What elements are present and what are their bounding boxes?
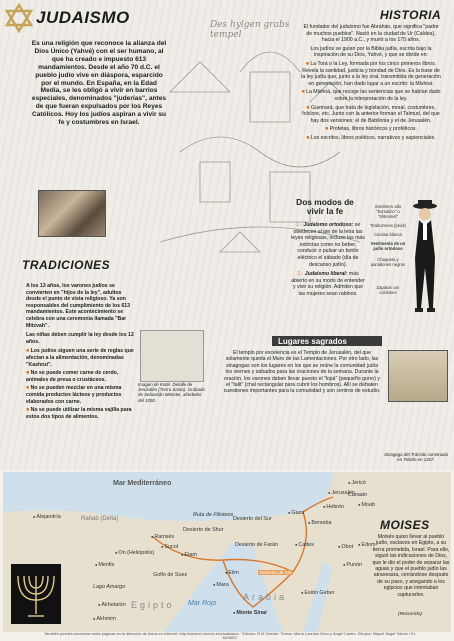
- figure-label: Vestimenta de un judío ortodoxo: [370, 241, 406, 251]
- map-city: ● Menfis: [95, 562, 114, 568]
- figure-label: Zapatos con cordones: [376, 285, 400, 295]
- historia-bullet: ■ Guemará, que trata de legislación, moral, costumbres, folclore, etc. Junto con la anterior forman el Talmud, del que hay dos versiones: el de Babilonia y el de Jerusalén.: [300, 105, 442, 125]
- modo-liberal: [290, 271, 366, 297]
- modo-ortodoxo: [290, 222, 366, 268]
- map-city: Canaán: [348, 492, 367, 498]
- map-city: ● Obot: [338, 544, 353, 550]
- map-city: ● On (Heliópolis): [115, 550, 154, 556]
- tradiciones-bullet: ■ No se pueden mezclar en una misma comida productos lácteos y productos elaborados con carne.: [26, 385, 134, 405]
- menorah-icon: [11, 564, 61, 624]
- map-city: ● Mara: [213, 582, 229, 588]
- modo-text: más abierto en su modo de entender y vivir su religión. Admiten que las mujeres sean rabinos.: [291, 271, 365, 297]
- historia-paragraph: El fundador del judaísmo fue Abrahán, que significa "padre de muchos pueblos". Nació en la ciudad de Ur (Caldea), hacia el 1900 a.C., y murió a los 175 años.: [303, 24, 439, 44]
- map-region: Desierto de Farán: [235, 542, 279, 548]
- map-city: ● Ramsés: [151, 534, 174, 540]
- map-city: ● Akhetatón: [98, 602, 126, 608]
- map-city: ● Esión Geber: [301, 590, 334, 596]
- historia-title: HISTORIA: [380, 8, 442, 22]
- etching-caption: Des hylgen grabs tempel: [210, 20, 290, 40]
- tradiciones-paragraph: Las niñas deben cumplir la ley desde los 12 años.: [26, 332, 134, 345]
- star-of-david-icon: [4, 3, 34, 33]
- map-region: Arabia: [243, 592, 288, 602]
- figure-label: Camisa blanca: [374, 232, 402, 237]
- figure-label: Sombrero alto "borsalino" o "shtreimel": [374, 204, 402, 219]
- tradiciones-bullet: ■ Los judíos siguen una serie de reglas que afectan a la alimentación, denominadas "Kashrut".: [26, 348, 134, 368]
- tradiciones-bullet: ■ No se puede comer carne de cerdo, animales de presa o crustáceos.: [26, 370, 134, 383]
- synagogue-photo: [38, 190, 106, 237]
- tradiciones-bullet: ■ No se puede utilizar la misma vajilla para estos dos tipos de alimentos.: [26, 407, 134, 420]
- map-region: Rahab (Delta): [81, 516, 119, 522]
- map-city: ● Elim: [225, 570, 239, 576]
- tradiciones-body: [26, 283, 134, 420]
- historia-bullet: ■ La Mishná, que recoge las sentencias que se habían dado sobre la interpretación de la ley.: [300, 89, 442, 102]
- map-city: ● Akhmim: [93, 616, 116, 622]
- map-city: ● Hebrón: [323, 504, 344, 510]
- modo-text: se obedecen al pie de la letra las leyes religiosas, incluso las más estrictas como no beber, conducir o pulsar un botón eléctrico el sábado (día de descanso judío).: [291, 222, 365, 268]
- historia-body: [300, 24, 442, 142]
- footer-credits: También puedes encontrar estas páginas en la dirección de Actus en Internet: http://www.el-mundo.es/ciudadano · Edición: R.M.Vicente. Textos: María Lourdes Seco y Ángel Castro. Dibujos: Miguel Ángel Toledo / EL MUNDO: [44, 631, 416, 641]
- kotel-sketch: [140, 330, 204, 382]
- synagogue-toledo-image: [388, 350, 448, 402]
- map-city: ● Edom: [358, 542, 376, 548]
- orthodox-jew-figure: [405, 198, 445, 328]
- historia-bullet: ■ La Torá o la Ley, formada por los cinco primeros libros. Revela la santidad, justicia y bondad de Dios. Es la base de la ley judía que, junto a la ley oral, transmitida de generación en generación, han dado lugar a un escrito: la Mishná.: [300, 61, 442, 87]
- modo-name: Judaísmo ortodoxo:: [303, 222, 354, 228]
- lugares-text: El templo por excelencia es el Templo de Jerusalén, del que solamente queda el Muro de las Lamentaciones. Por otro lado, las sinagogas son los lugares en los que se reúne la comunidad judía los viernes y sábados para las oraciones de la semana. Durante la oración, los varones deben llevar puesto el "kipá" (pequeño gorro) y el "talit" (chal rectangular para cubrir los hombros). Allí se debaten cuestiones importantes para la comunidad y son centros de estudio.: [223, 350, 381, 395]
- synagogue-caption: Sinagoga del Tránsito construida en Toledo en 1357.: [384, 452, 448, 463]
- map-region: Egipto: [131, 600, 175, 610]
- moises-title: MOISES: [380, 518, 430, 532]
- map-region: Desierto de Shur: [183, 527, 224, 533]
- figure-label: Chaqueta y pantalones negros: [370, 257, 406, 267]
- historia-bullet: ■ Los escritos, libros poéticos, narrativos y sapienciales.: [300, 135, 442, 142]
- map-city: ● Sucot: [161, 544, 178, 550]
- figure-label: Tirabuzones (peiot): [370, 223, 406, 228]
- page-title: JUDAISMO: [36, 8, 130, 27]
- intro-text: Es una religión que reconoce la alianza del Dios Único (Yahvé) con el ser humano, al que ha creado e impuesto 613 mandamientos. Desde el año 70 d.C. el pueblo judío vive en diáspora, esparcido por el mundo. En España, en la Edad Media, se les obligó a vivir en barrios especiales, denominados "juderías", antes de que fueran expulsados por los Reyes Católicos. Hoy los judíos aspiran a vivir su fe y costumbres en Israel.: [31, 40, 167, 127]
- historia-bullet: ■ Profetas, libros históricos y proféticos.: [300, 126, 442, 133]
- modo-number: 2.-: [297, 271, 304, 278]
- kotel-sketch-caption: Imagen de Kotel. Detalle de Jerusalén (Tierra Santa). Grabado de Sebastián Münster, alrededor del 1550.: [138, 382, 205, 403]
- map-city: ● Moab: [358, 502, 375, 508]
- map-city: ● Jerusalén: [328, 490, 355, 496]
- historia-paragraph: Los judíos se guían por la Biblia judía, escrita bajo la inspiración de su Dios, Yahvé, y que se divide en:: [310, 45, 432, 59]
- lugares-title: Lugares sagrados: [278, 337, 347, 346]
- dos-modos-title: Dos modos de vivir la fe: [296, 197, 354, 216]
- tradiciones-title: TRADICIONES: [22, 258, 111, 272]
- dos-modos-body: [290, 222, 366, 298]
- map-city: Lago Amargo: [93, 584, 126, 590]
- map-city: ● Punón: [343, 562, 362, 568]
- modo-number: 1.-: [295, 222, 302, 228]
- map-city: ● Etam: [181, 552, 197, 558]
- map-city: ● Monte Sinaí: [233, 610, 267, 616]
- map-sea-label: Mar Mediterráneo: [113, 480, 172, 487]
- map-city: ● Cades: [295, 542, 314, 548]
- map-region-tag: Desierto de Sin: [260, 570, 292, 575]
- moises-caption: (Recorrido): [398, 612, 422, 617]
- map-city: ● Alejandría: [33, 514, 61, 520]
- map-city: ● Berseba: [308, 520, 332, 526]
- tradiciones-paragraph: A los 13 años, los varones judíos se convierten en "hijos de la ley", adultos desde el punto de vista religioso. Ya son responsables del cumplimiento de los 613 mandamientos. Este acontecimiento se celebra con una ceremonia llamada "Bar Mitzvah".: [26, 283, 131, 329]
- moises-text: Moisés quiso llevar al pueblo judío, esclavos en Egipto, a su tierra prometida, Israel. Para ello, siguió las indicaciones de Dios, que le dio el poder de separar las aguas y que el pueblo judío las atravesara, cerrándose después de su paso, y anegando a los egipcios que intentaban capturarles.: [372, 534, 450, 598]
- map-region: Ruta de Filisteos: [193, 512, 234, 518]
- map-region: Mar Rojo: [188, 600, 217, 607]
- map-region: Desierto del Sur: [233, 516, 272, 522]
- modo-name: Judaísmo liberal:: [304, 271, 348, 278]
- map-region: Golfo de Suez: [153, 572, 188, 578]
- map-city: ● Gaza: [288, 510, 304, 516]
- figure-labels: [370, 204, 406, 295]
- map-city: ● Jericó: [348, 480, 366, 486]
